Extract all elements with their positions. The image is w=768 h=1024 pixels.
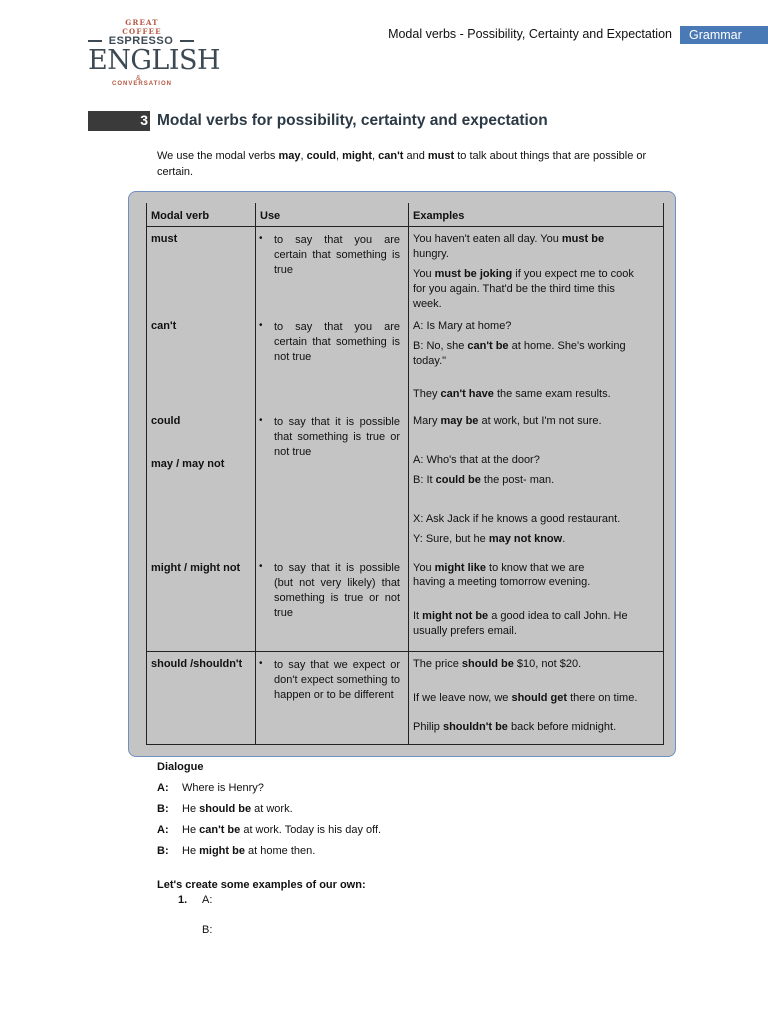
verb-cell: can't — [151, 320, 177, 332]
dialogue-text: at home then. — [244, 845, 316, 857]
example-keyword: could be — [435, 474, 481, 486]
intro-paragraph — [157, 149, 677, 180]
example-cell — [413, 691, 637, 706]
dialogue-speaker: A: — [157, 824, 169, 836]
example-cell — [413, 561, 584, 576]
col-header-verb: Modal verb — [151, 210, 210, 222]
intro-text: , — [300, 150, 307, 162]
exercise-number: 1. — [178, 894, 188, 906]
example-text: at work, but I'm not sure. — [478, 415, 602, 427]
example-text: hungry. — [413, 248, 449, 260]
example-text: Y: Sure, but he — [413, 533, 489, 545]
example-text: B: No, she — [413, 340, 468, 352]
example-text: You haven't eaten all day. You — [413, 233, 562, 245]
grammar-tag: Grammar — [680, 26, 768, 44]
exercise-line-a: A: — [202, 894, 213, 906]
example-cell — [413, 473, 554, 488]
example-text: A: Who's that at the door? — [413, 454, 540, 466]
example-text: It — [413, 610, 423, 622]
example-cell — [413, 339, 626, 354]
example-text: $10, not $20. — [513, 658, 582, 670]
intro-keyword: could — [306, 150, 336, 162]
dialogue-keyword: can't be — [199, 824, 241, 836]
example-keyword: can't have — [440, 388, 494, 400]
example-cell — [413, 267, 634, 282]
dialogue-text: He — [182, 803, 200, 815]
dialogue-line — [182, 782, 264, 794]
example-keyword: shouldn't be — [442, 721, 508, 733]
example-text: You — [413, 562, 435, 574]
espresso-english-logo — [88, 18, 221, 88]
example-text: If we leave now, we — [413, 692, 512, 704]
section-title: Modal verbs for possibility, certainty and expectation — [157, 112, 548, 129]
example-keyword: might not be — [422, 610, 489, 622]
verb-cell: must — [151, 233, 178, 245]
intro-text: and — [403, 150, 428, 162]
intro-text: certain. — [157, 165, 194, 178]
example-text: today." — [413, 355, 447, 367]
dialogue-speaker: B: — [157, 845, 169, 857]
example-text: usually prefers email. — [413, 625, 517, 637]
example-text: They — [413, 388, 441, 400]
dialogue-keyword: should be — [199, 803, 252, 815]
verb-cell: might / might not — [151, 562, 241, 574]
example-cell — [413, 414, 602, 429]
intro-text: to talk about things that are possible or — [454, 150, 647, 162]
dialogue-title: Dialogue — [157, 761, 204, 773]
example-keyword: should be — [461, 658, 514, 670]
table-row-rule — [146, 651, 664, 652]
table-divider — [408, 203, 409, 745]
intro-keyword: might — [342, 150, 373, 162]
intro-keyword: must — [427, 150, 455, 162]
bullet-icon: • — [259, 320, 263, 331]
table-header-rule — [146, 226, 664, 227]
dialogue-text: He — [182, 824, 200, 836]
example-text: a good idea to call John. He — [488, 610, 628, 622]
example-cell — [413, 232, 604, 247]
example-text: the same exam results. — [493, 388, 611, 400]
bullet-icon: • — [259, 415, 263, 426]
intro-keyword: can't — [378, 150, 404, 162]
logo-top-arc: GREAT COFFEE — [122, 18, 162, 36]
dialogue-text: at work. — [251, 803, 293, 815]
intro-keyword: may — [278, 150, 301, 162]
dialogue-speaker: A: — [157, 782, 169, 794]
logo-bottom-arc: CONVERSATION — [112, 81, 172, 87]
dialogue-text: Where is Henry? — [182, 782, 264, 794]
intro-text: , — [335, 150, 343, 162]
example-cell — [413, 532, 565, 547]
dialogue-line — [182, 824, 381, 836]
table-border-right — [663, 203, 664, 745]
col-header-use: Use — [260, 210, 281, 222]
example-keyword: can't be — [467, 340, 509, 352]
logo-brand-main: ENGLISH — [88, 45, 221, 76]
example-cell — [413, 609, 628, 624]
dialogue-keyword: might be — [199, 845, 245, 857]
verb-cell: could — [151, 415, 181, 427]
dialogue-text: He — [182, 845, 200, 857]
section-number: 3 — [140, 112, 148, 128]
logo-ampersand: & — [136, 75, 141, 82]
example-text: to know that we are — [485, 562, 585, 574]
example-keyword: might like — [434, 562, 486, 574]
table-divider — [255, 203, 256, 745]
example-keyword: may be — [440, 415, 479, 427]
use-cell: to say that we expect or don't expect something to happen or to be different — [274, 659, 400, 701]
example-text: The price — [413, 658, 462, 670]
example-text: there on time. — [567, 692, 638, 704]
use-cell: to say that you are certain that something is not true — [274, 321, 400, 363]
example-text: the post- man. — [480, 474, 555, 486]
bullet-icon: • — [259, 658, 263, 669]
dialogue-line — [182, 803, 293, 815]
example-text: if you expect me to cook — [512, 268, 634, 280]
dialogue-line — [182, 845, 315, 857]
example-text: Mary — [413, 415, 441, 427]
example-cell — [413, 657, 581, 672]
example-keyword: may not know — [488, 533, 563, 545]
col-header-examples: Examples — [413, 210, 465, 222]
example-text: X: Ask Jack if he knows a good restaurant. — [413, 513, 621, 525]
intro-text: We use the modal verbs — [157, 150, 279, 162]
example-text: having a meeting tomorrow evening. — [413, 576, 591, 588]
bullet-icon: • — [259, 561, 263, 572]
example-text: back before midnight. — [507, 721, 617, 733]
example-cell — [413, 720, 616, 735]
table-border-left — [146, 203, 147, 745]
use-cell: to say that you are certain that something is true — [274, 234, 400, 276]
example-text: A: Is Mary at home? — [413, 320, 512, 332]
use-cell: to say that it is possible that something is true or not true — [274, 416, 400, 458]
example-cell — [413, 387, 611, 402]
bullet-icon: • — [259, 233, 263, 244]
exercise-line-b: B: — [202, 924, 213, 936]
verb-cell: may / may not — [151, 458, 225, 470]
logo-brand-top: ESPRESSO — [88, 35, 194, 47]
example-keyword: must be — [561, 233, 605, 245]
example-text: week. — [413, 298, 442, 310]
example-text: . — [562, 533, 566, 545]
example-text: for you again. That'd be the third time this — [413, 283, 615, 295]
exercise-title: Let's create some examples of our own: — [157, 879, 366, 891]
table-border-bottom — [146, 744, 664, 745]
verb-cell: should /shouldn't — [151, 658, 243, 670]
example-keyword: must be joking — [434, 268, 513, 280]
intro-text: , — [372, 150, 379, 162]
example-text: B: It — [413, 474, 436, 486]
dialogue-text: at work. Today is his day off. — [240, 824, 382, 836]
use-cell: to say that it is possible (but not very likely) that something is true or not true — [274, 562, 400, 619]
example-text: Philip — [413, 721, 443, 733]
dialogue-speaker: B: — [157, 803, 169, 815]
example-text: You — [413, 268, 435, 280]
example-text: at home. She's working — [508, 340, 626, 352]
example-keyword: should get — [511, 692, 568, 704]
header-title: Modal verbs - Possibility, Certainty and Expectation — [388, 27, 672, 41]
